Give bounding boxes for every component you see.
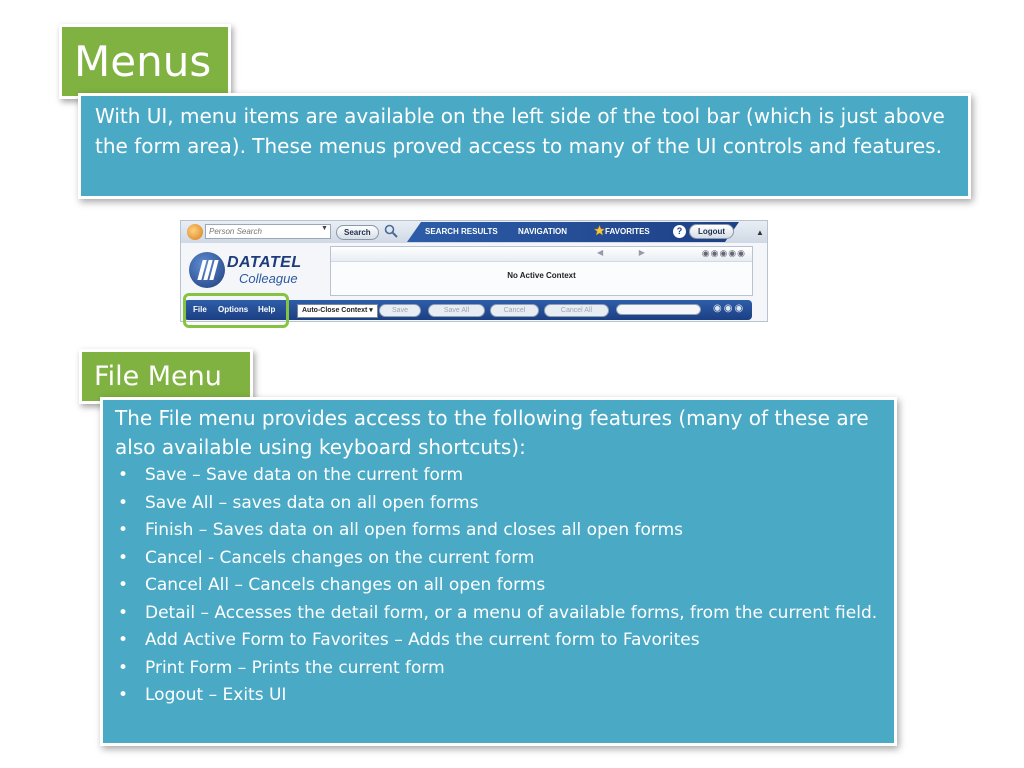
datatel-logo-icon <box>189 252 225 288</box>
slide-title-text: Menus <box>74 37 212 86</box>
list-item <box>115 517 882 545</box>
logout-button[interactable]: Logout <box>689 224 734 239</box>
item-term: Print Form <box>145 657 233 678</box>
item-term: Save <box>145 465 187 485</box>
item-term: Add Active Form to Favorites <box>145 630 389 650</box>
magnifier-icon[interactable] <box>383 223 399 239</box>
auto-close-context-select[interactable]: Auto-Close Context ▾ <box>297 304 378 318</box>
person-icon <box>187 224 203 240</box>
item-term: Finish <box>145 520 194 540</box>
item-text: – saves data on all open forms <box>213 492 479 513</box>
menu-options[interactable]: Options <box>218 305 249 314</box>
no-active-context-text: No Active Context <box>507 271 576 280</box>
tab-search-results[interactable]: SEARCH RESULTS <box>425 227 498 236</box>
list-item <box>115 545 882 573</box>
brand-datatel: DATATEL <box>227 254 302 271</box>
context-panel <box>330 246 753 296</box>
item-text: – Cancels changes on all open forms <box>229 575 546 595</box>
slide-title <box>59 24 231 99</box>
list-item <box>115 600 882 628</box>
toolbar-save-all-button[interactable]: Save All <box>428 304 485 317</box>
help-button[interactable]: ? <box>673 225 686 238</box>
list-item <box>115 655 882 683</box>
item-term: Logout <box>145 685 204 705</box>
menu-file[interactable]: File <box>193 305 207 314</box>
menus-description-box <box>78 93 971 199</box>
item-text: – Adds the current form to Favorites <box>388 630 700 650</box>
item-text: - Cancels changes on the current form <box>202 547 535 568</box>
item-text: – Exits UI <box>203 685 287 705</box>
list-item <box>115 572 882 600</box>
item-text: – Saves data on all open forms and closes all open forms <box>193 520 683 540</box>
tab-favorites[interactable]: FAVORITES <box>605 227 650 236</box>
file-menu-title <box>79 349 253 404</box>
item-text: – Prints the current form <box>232 657 445 678</box>
tab-navigation[interactable]: NAVIGATION <box>518 227 568 236</box>
list-item <box>115 627 882 655</box>
search-button[interactable]: Search <box>336 225 379 240</box>
menus-description-text: With UI, menu items are available on the left side of the tool bar (which is just above the form area). These menus proved access to many of the UI controls and features. <box>95 104 945 158</box>
list-item <box>115 490 882 518</box>
file-menu-title-text: File Menu <box>94 361 222 392</box>
star-icon <box>594 225 605 236</box>
auto-close-label: Auto-Close Context <box>302 307 368 314</box>
item-term: Detail <box>145 602 196 623</box>
item-term: Cancel <box>145 547 203 568</box>
file-menu-description-box <box>100 397 897 746</box>
brand-colleague: Colleague <box>239 271 298 286</box>
toolbar-cancel-button[interactable]: Cancel <box>490 304 539 317</box>
toolbar-save-button[interactable]: Save <box>379 304 421 317</box>
item-text: – Accesses the detail form, or a menu of available forms, from the current field. <box>195 602 878 623</box>
chevron-down-icon[interactable]: ▼ <box>321 225 328 232</box>
list-item <box>115 462 882 490</box>
menu-help[interactable]: Help <box>258 305 276 314</box>
menu-highlight-box <box>183 293 289 328</box>
item-text: – Save data on the current form <box>186 465 464 485</box>
context-topbar <box>331 247 752 262</box>
toolbar-slider[interactable] <box>616 304 701 315</box>
context-action-icons[interactable]: ◉◉◉◉◉ <box>701 248 746 258</box>
toolbar-cancel-all-button[interactable]: Cancel All <box>544 304 609 317</box>
toolbar-round-icons[interactable]: ◉◉◉ <box>713 303 746 314</box>
item-term: Save All <box>145 492 214 513</box>
scroll-up-icon[interactable]: ▲ <box>756 228 764 237</box>
list-item <box>115 682 882 710</box>
file-menu-list <box>115 462 882 710</box>
file-menu-intro: The File menu provides access to the following features (many of these are also available using keyboard shortcuts): <box>115 406 869 459</box>
item-term: Cancel All <box>145 575 230 595</box>
person-search-input[interactable]: Person Search <box>205 224 331 239</box>
context-nav-arrows-icon[interactable]: ◀ ▶ <box>597 248 645 257</box>
